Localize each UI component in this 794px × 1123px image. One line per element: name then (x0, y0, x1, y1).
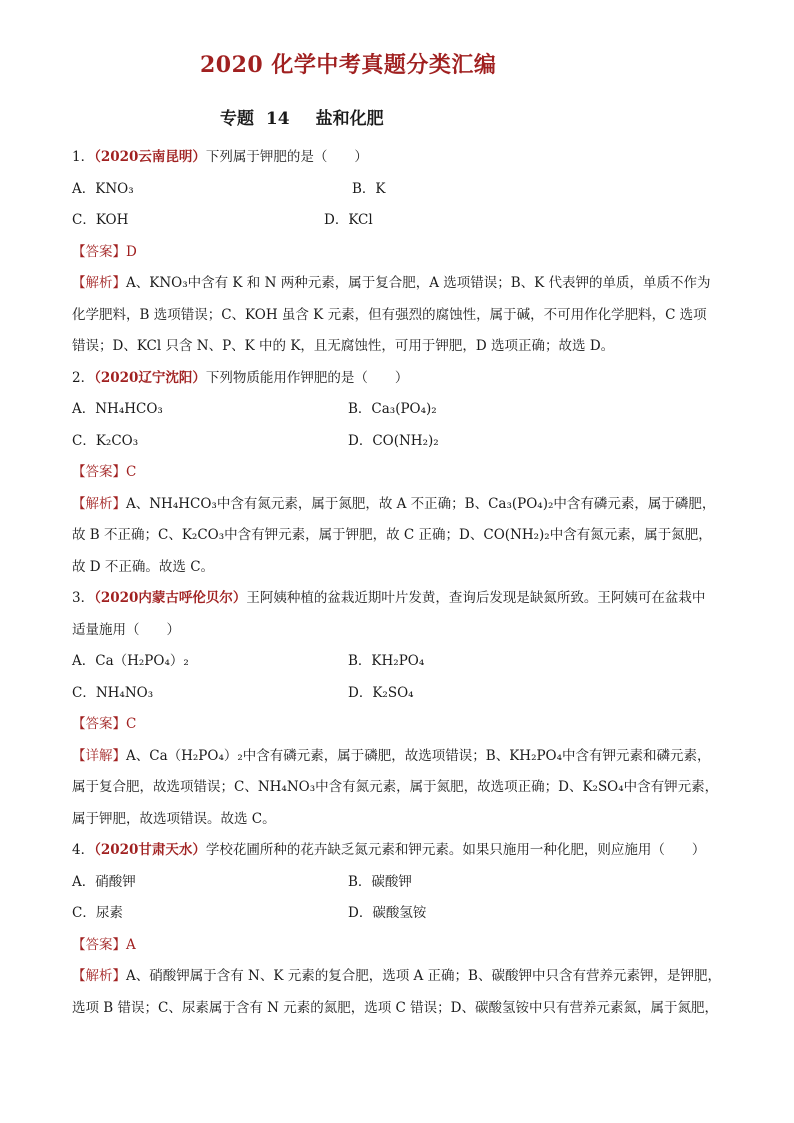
explanation-line: 选项 B 错误；C、尿素属于含有 N 元素的氮肥，选项 C 错误；D、碳酸氢铵中只有营养元素氮，属于氮肥， (72, 999, 718, 1016)
options-row (72, 174, 724, 206)
answer: 【答案】C (72, 464, 137, 480)
question-stem-continued: 适量施用（ ） (72, 621, 180, 638)
options-row (72, 394, 724, 426)
explanation-line: 【解析】A、KNO₃中含有 K 和 N 两种元素，属于复合肥，A 选项错误；B、K 代表钾的单质，单质不作为 (72, 275, 711, 291)
question-source: （2020辽宁沈阳） (94, 369, 206, 386)
page-title: 2020 化学中考真题分类汇编 (200, 52, 497, 78)
option-d: D．KCl (324, 212, 373, 228)
question-stem: 3．（2020内蒙古呼伦贝尔）王阿姨种植的盆栽近期叶片发黄，查询后发现是缺氮所致。王阿姨可在盆栽中 (72, 590, 706, 606)
option-d: D．碳酸氢铵 (348, 905, 427, 921)
option-d: D．K₂SO₄ (348, 684, 414, 701)
option-c: C．KOH (72, 212, 129, 228)
question-stem: 2．（2020辽宁沈阳）下列物质能用作钾肥的是（ ） (72, 369, 409, 386)
options-row (72, 898, 724, 930)
answer: 【答案】A (72, 936, 136, 953)
question-source: （2020内蒙古呼伦贝尔） (94, 590, 247, 606)
question-2 (72, 363, 724, 584)
answer: 【答案】C (72, 716, 137, 732)
option-a: A．NH₄HCO₃ (72, 401, 163, 417)
option-b: B．K (352, 180, 386, 197)
question-source: （2020甘肃天水） (94, 842, 206, 858)
explanation-line: 【解析】A、硝酸钾属于含有 N、K 元素的复合肥，选项 A 正确；B、碳酸钾中只含有营养元素钾，是钾肥， (72, 968, 721, 984)
options-row (72, 205, 724, 237)
option-c: C．NH₄NO₃ (72, 684, 154, 701)
option-a: A．硝酸钾 (72, 873, 136, 890)
explanation-line: 错误；D、KCl 只含 N、P、K 中的 K，且无腐蚀性，可用于钾肥，D 选项正确；故选 D。 (72, 338, 615, 354)
explanation-line: 【详解】A、Ca（H₂PO₄）₂中含有磷元素，属于磷肥，故选项错误；B、KH₂PO₄中含有钾元素和磷元素， (72, 747, 711, 764)
question-stem: 4．（2020甘肃天水）学校花圃所种的花卉缺乏氮元素和钾元素。如果只施用一种化肥，则应施用（ ） (72, 842, 706, 858)
question-stem: 1．（2020云南昆明）下列属于钾肥的是（ ） (72, 149, 368, 165)
topic-number: 专题 14 (220, 109, 290, 129)
option-b: B．碳酸钾 (348, 873, 412, 890)
topic-heading (220, 104, 384, 129)
options-row (72, 646, 724, 678)
option-b: B．Ca₃(PO₄)₂ (348, 401, 437, 417)
options-row (72, 867, 724, 899)
option-c: C．尿素 (72, 905, 123, 921)
question-source: （2020云南昆明） (94, 149, 206, 165)
question-1 (72, 142, 724, 363)
explanation-line: 故 B 不正确；C、K₂CO₃中含有钾元素，属于钾肥，故 C 正确；D、CO(NH₂)₂中含有氮元素，属于氮肥， (72, 527, 712, 543)
question-list (72, 142, 724, 1024)
explanation-line: 化学肥料，B 选项错误；C、KOH 虽含 K 元素，但有强烈的腐蚀性，属于碱，不可用作化学肥料，C 选项 (72, 306, 707, 323)
option-c: C．K₂CO₃ (72, 432, 139, 449)
explanation-line: 【解析】A、NH₄HCO₃中含有氮元素，属于氮肥，故 A 不正确；B、Ca₃(PO₄)₂中含有磷元素，属于磷肥， (72, 495, 716, 512)
options-row (72, 678, 724, 710)
option-a: A．KNO₃ (72, 180, 134, 197)
question-4 (72, 835, 724, 1024)
option-d: D．CO(NH₂)₂ (348, 432, 439, 449)
question-3 (72, 583, 724, 835)
explanation-line: 故 D 不正确。故选 C。 (72, 558, 215, 575)
explanation-line: 属于钾肥，故选项错误。故选 C。 (72, 810, 276, 827)
explanation-line: 属于复合肥，故选项错误；C、NH₄NO₃中含有氮元素，属于氮肥，故选项正确；D、K₂SO₄中含有钾元素， (72, 779, 719, 795)
options-row (72, 426, 724, 458)
topic-name: 盐和化肥 (315, 109, 384, 129)
option-a: A．Ca（H₂PO₄）₂ (72, 653, 189, 669)
option-b: B．KH₂PO₄ (348, 653, 425, 669)
answer: 【答案】D (72, 243, 137, 260)
